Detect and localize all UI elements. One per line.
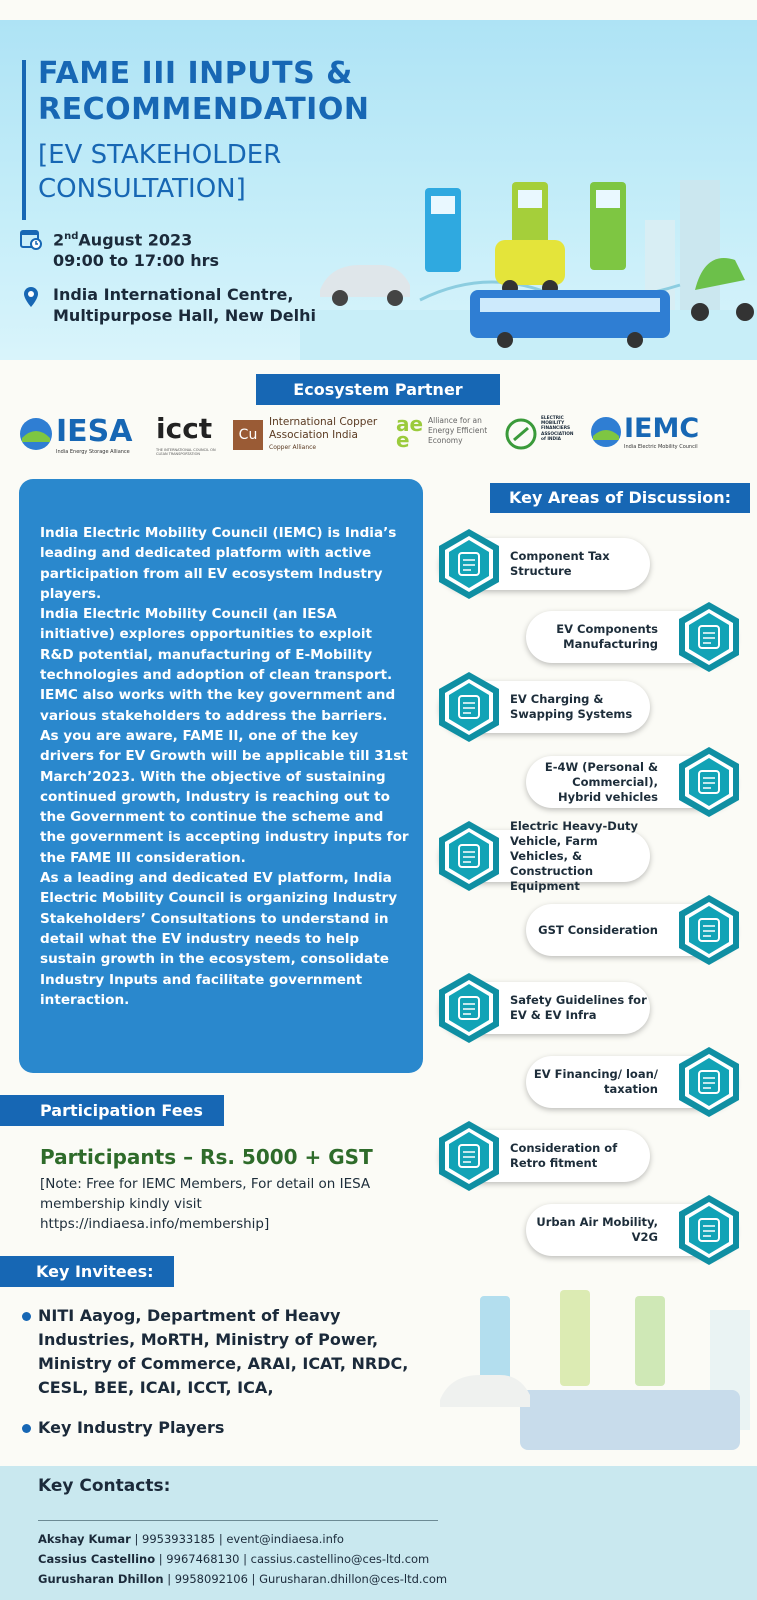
contact-details: | 9967468130 | cassius.castellino@ces-ltd.com xyxy=(155,1552,430,1566)
copper-title-line-1: International Copper xyxy=(269,416,378,428)
emfai-logo xyxy=(505,416,585,470)
iemc-logo xyxy=(590,413,740,470)
aeee-mark: aee xyxy=(396,412,424,452)
gears-icon xyxy=(676,600,742,674)
invitee-text: NITI Aayog, Department of Heavy Industries, MoRTH, Ministry of Power, Ministry of Commerce, ARAI, ICAT, NRDC, CESL, BEE, ICAI, ICCT, ICA, xyxy=(38,1306,409,1397)
drone-icon xyxy=(676,1193,742,1267)
location-pin-icon xyxy=(20,286,42,308)
key-area-label: Electric Heavy-Duty Vehicle, Farm Vehicles, & Construction Equipment xyxy=(510,818,639,893)
iemc-tagline: India Electric Mobility Council xyxy=(624,444,698,450)
gst-icon xyxy=(676,893,742,967)
iesa-name: IESA xyxy=(56,414,133,449)
contact-name: Gurusharan Dhillon xyxy=(38,1572,164,1586)
emfai-line-1: ELECTRIC xyxy=(541,416,564,421)
aeee-line-3: Economy xyxy=(428,436,463,445)
shield-icon xyxy=(436,971,502,1045)
contact-name: Cassius Castellino xyxy=(38,1552,156,1566)
date-suffix: nd xyxy=(64,231,79,242)
key-area-item xyxy=(440,982,650,1034)
tax-icon xyxy=(436,527,502,601)
iesa-logo xyxy=(18,416,138,470)
participation-fees-label: Participation Fees xyxy=(0,1095,224,1126)
emfai-plug-icon xyxy=(505,418,537,450)
key-areas-label: Key Areas of Discussion: xyxy=(490,483,750,513)
key-area-item xyxy=(526,756,736,808)
invitee-text: Key Industry Players xyxy=(38,1418,225,1437)
iemc-globe-icon xyxy=(590,416,622,448)
finance-icon xyxy=(676,1045,742,1119)
emfai-line-3: FINANCIERS xyxy=(541,426,571,432)
key-area-label: Component Tax Structure xyxy=(510,549,610,578)
fees-note: [Note: Free for IEMC Members, For detail on IESA membership kindly visit https://indiaesa.info/membership] xyxy=(40,1176,371,1232)
key-area-item xyxy=(526,1056,736,1108)
contacts-list xyxy=(38,1529,447,1589)
copper-title-line-2: Association India xyxy=(269,429,358,441)
aeee-line-2: Energy Efficient xyxy=(428,426,488,435)
key-area-label: EV Financing/ loan/ taxation xyxy=(533,1067,658,1096)
venue-line-1: India International Centre, xyxy=(53,285,294,304)
faded-ev-illustration xyxy=(440,1290,757,1466)
key-area-label: E-4W (Personal & Commercial), Hybrid vehicles xyxy=(544,759,658,804)
icct-name: icct xyxy=(156,412,213,445)
contact-name: Akshay Kumar xyxy=(38,1532,131,1546)
title-accent-bar xyxy=(22,60,26,220)
event-date xyxy=(20,226,219,271)
iesa-tagline: India Energy Storage Alliance xyxy=(56,449,130,455)
charger-icon xyxy=(436,1119,502,1193)
copper-tagline: Copper Alliance xyxy=(269,444,317,451)
list-item xyxy=(22,1416,412,1440)
list-item xyxy=(38,1569,447,1589)
key-area-item xyxy=(526,904,736,956)
bullet-icon xyxy=(22,1424,31,1433)
ecosystem-partner-label: Ecosystem Partner xyxy=(256,374,500,405)
contact-details: | 9958092106 | Gurusharan.dhillon@ces-ltd.com xyxy=(163,1572,448,1586)
emfai-line-2: MOBILITY xyxy=(541,421,565,427)
key-contacts-section xyxy=(0,1466,757,1600)
hero-banner xyxy=(0,20,757,360)
fees-amount: Participants – Rs. 5000 + GST xyxy=(40,1145,373,1169)
venue-line-2: Multipurpose Hall, New Delhi xyxy=(53,306,316,325)
key-contacts-label: Key Contacts: xyxy=(38,1476,171,1496)
page-title: FAME III INPUTS & RECOMMENDATION xyxy=(38,56,370,127)
emfai-line-5: of INDIA xyxy=(541,436,562,442)
event-time: 09:00 to 17:00 hrs xyxy=(53,251,220,271)
key-invitees-label: Key Invitees: xyxy=(0,1256,174,1287)
key-area-item xyxy=(440,1130,650,1182)
about-iemc-panel xyxy=(19,479,423,1073)
date-day: 2 xyxy=(53,230,65,250)
copper-association-logo xyxy=(233,416,383,470)
invitees-list xyxy=(22,1304,412,1456)
calendar-icon xyxy=(20,228,42,250)
key-area-item xyxy=(440,818,650,893)
icct-logo xyxy=(156,412,220,470)
event-venue xyxy=(20,284,316,326)
key-area-label: Urban Air Mobility, V2G xyxy=(536,1215,658,1244)
bullet-icon xyxy=(22,1312,31,1321)
icct-tagline: THE INTERNATIONAL COUNCIL ON CLEAN TRANSPORTATION xyxy=(156,448,216,456)
key-area-label: EV Charging & Swapping Systems xyxy=(510,692,633,721)
aeee-line-1: Alliance for an xyxy=(428,416,482,425)
about-text: India Electric Mobility Council (IEMC) is India’s leading and dedicated platform with active participation from all EV ecosystem Industry players. India Electric Mobility Council (an IESA initiative) explores opportunities to exploit R&D potential, manufacturing of E-Mobility technologies and adoption of clean transport. IEMC also works with the key government and various stakeholders to address the barriers. As you are aware, FAME II, one of the key drivers for EV Growth will be applicable till 31st March’2023. With the objective of sustaining continued growth, Industry is reaching out to the Government to continue the scheme and the government is accepting industry inputs for the FAME III consideration. As a leading and dedicated EV platform, India Electric Mobility Council is organizing Industry Stakeholders’ Consultations to understand in detail what the EV industry needs to help sustain growth in the ecosystem, consolidate Industry Inputs and facilitate government interaction. xyxy=(40,525,409,1008)
truck-icon xyxy=(436,819,502,893)
car-icon xyxy=(676,745,742,819)
list-item xyxy=(22,1304,412,1400)
list-item xyxy=(38,1529,447,1549)
iesa-globe-icon xyxy=(18,416,54,452)
iemc-name: IEMC xyxy=(624,413,700,444)
emfai-line-4: ASSOCIATION xyxy=(541,431,574,437)
date-month-year: August 2023 xyxy=(78,230,193,250)
key-area-label: GST Consideration xyxy=(538,922,658,937)
key-area-item xyxy=(526,611,736,663)
divider xyxy=(38,1520,438,1521)
contact-details: | 9953933185 | event@indiaesa.info xyxy=(130,1532,344,1546)
cu-badge: Cu xyxy=(233,420,263,450)
key-area-label: Consideration of Retro fitment xyxy=(510,1141,618,1170)
ev-charging-icon xyxy=(436,670,502,744)
page-subtitle: [EV STAKEHOLDER CONSULTATION] xyxy=(38,140,282,204)
key-area-item xyxy=(440,681,650,733)
list-item xyxy=(38,1549,447,1569)
key-area-label: Safety Guidelines for EV & EV Infra xyxy=(510,993,647,1022)
key-area-item xyxy=(440,538,650,590)
key-area-label: EV Components Manufacturing xyxy=(556,622,658,651)
aeee-logo xyxy=(396,412,496,470)
key-area-item xyxy=(526,1204,736,1256)
partner-logos xyxy=(18,412,740,470)
